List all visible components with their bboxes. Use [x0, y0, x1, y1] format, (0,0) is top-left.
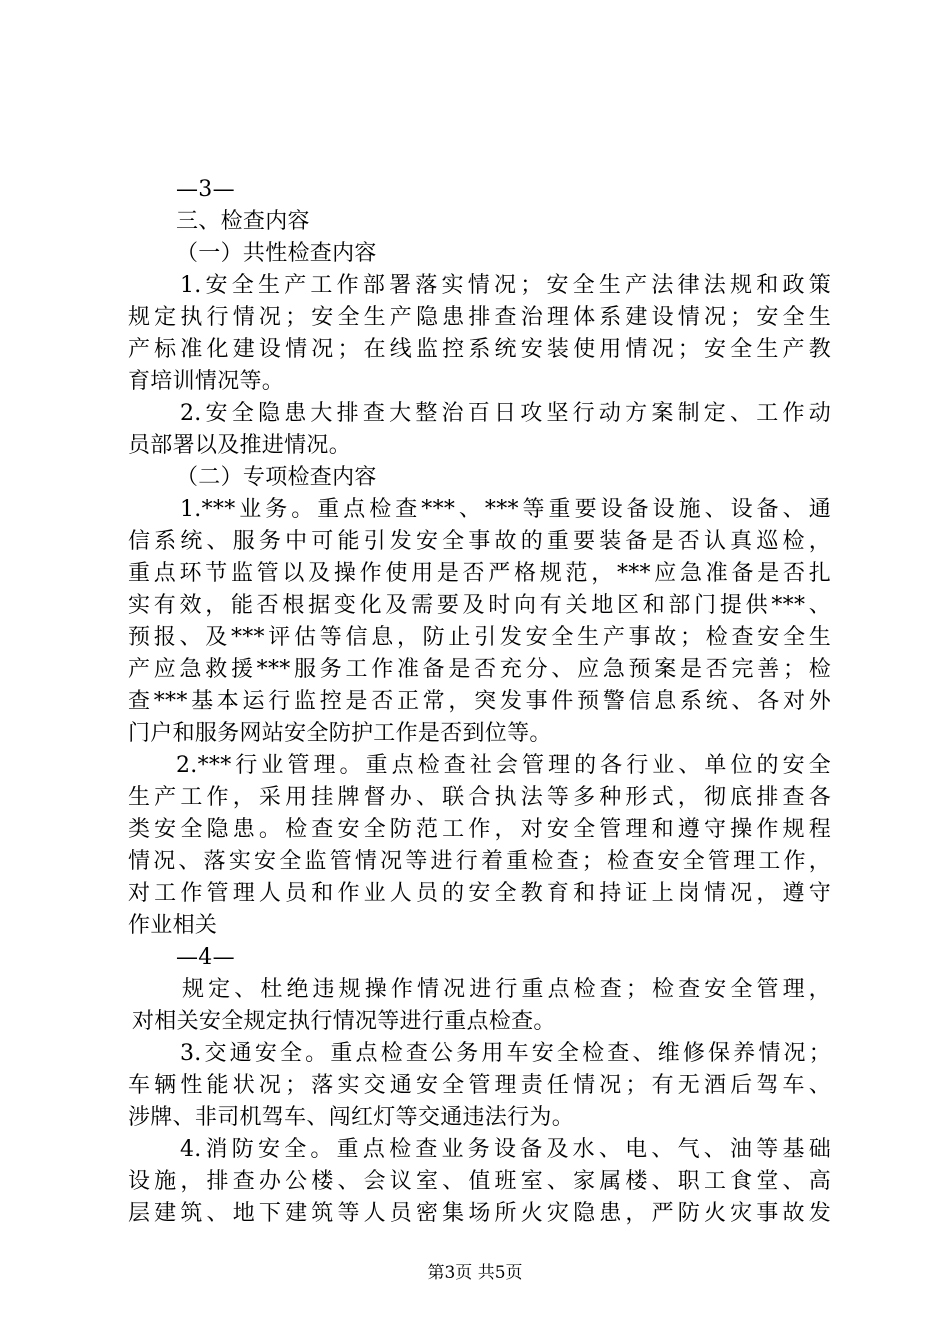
page-marker-3: —3— — [176, 177, 235, 202]
section-heading: 三、检查内容 — [176, 209, 310, 234]
paragraph-line: 2.安全隐患大排查大整治百日攻坚行动方案制定、工作动 — [180, 401, 831, 426]
paragraph-line: 门户和服务网站安全防护工作是否到位等。 — [128, 721, 552, 746]
paragraph-line: 情况、落实安全监管情况等进行着重检查；检查安全管理工作， — [128, 849, 831, 874]
paragraph-line: 作业相关 — [128, 913, 218, 938]
paragraph-line: 对工作管理人员和作业人员的安全教育和持证上岗情况，遵守 — [128, 881, 831, 906]
paragraph-line: 产应急救援***服务工作准备是否充分、应急预案是否完善；检 — [128, 657, 831, 682]
paragraph-line: 信系统、服务中可能引发安全事故的重要装备是否认真巡检， — [128, 529, 831, 554]
paragraph-line: 员部署以及推进情况。 — [128, 433, 352, 458]
subsection-heading-2: （二）专项检查内容 — [176, 465, 377, 490]
paragraph-line: 生产工作，采用挂牌督办、联合执法等多种形式，彻底排查各 — [128, 785, 831, 810]
paragraph-line: 规定执行情况；安全生产隐患排查治理体系建设情况；安全生 — [128, 305, 831, 330]
paragraph-line: 产标准化建设情况；在线监控系统安装使用情况；安全生产教 — [128, 337, 831, 362]
paragraph-line: 重点环节监管以及操作使用是否严格规范，***应急准备是否扎 — [128, 561, 831, 586]
subsection-heading-1: （一）共性检查内容 — [176, 241, 377, 266]
paragraph-line: 育培训情况等。 — [128, 369, 285, 394]
paragraph-line: 1.***业务。重点检查***、***等重要设备设施、设备、通 — [180, 497, 831, 522]
paragraph-line: 查***基本运行监控是否正常，突发事件预警信息系统、各对外 — [128, 689, 831, 714]
paragraph-line: 车辆性能状况；落实交通安全管理责任情况；有无酒后驾车、 — [128, 1073, 831, 1098]
paragraph-line: 实有效，能否根据变化及需要及时向有关地区和部门提供***、 — [128, 593, 831, 618]
paragraph-line: 层建筑、地下建筑等人员密集场所火灾隐患，严防火灾事故发 — [128, 1201, 831, 1226]
paragraph-line: 类安全隐患。检查安全防范工作，对安全管理和遵守操作规程 — [128, 817, 831, 842]
paragraph-line: 设施，排查办公楼、会议室、值班室、家属楼、职工食堂、高 — [128, 1169, 831, 1194]
paragraph-line: 预报、及***评估等信息，防止引发安全生产事故；检查安全生 — [128, 625, 831, 650]
paragraph-line: 1.安全生产工作部署落实情况；安全生产法律法规和政策 — [180, 273, 831, 298]
paragraph-line: 对相关安全规定执行情况等进行重点检查。 — [132, 1009, 556, 1034]
page-footer: 第3页 共5页 — [427, 1263, 523, 1283]
paragraph-line: 2.***行业管理。重点检查社会管理的各行业、单位的安全 — [176, 753, 831, 778]
paragraph-line: 规定、杜绝违规操作情况进行重点检查；检查安全管理， — [182, 977, 831, 1002]
paragraph-line: 涉牌、非司机驾车、闯红灯等交通违法行为。 — [128, 1105, 575, 1130]
paragraph-line: 4.消防安全。重点检查业务设备及水、电、气、油等基础 — [180, 1137, 831, 1162]
paragraph-line: 3.交通安全。重点检查公务用车安全检查、维修保养情况； — [180, 1041, 831, 1066]
page-marker-4: —4— — [176, 945, 235, 970]
